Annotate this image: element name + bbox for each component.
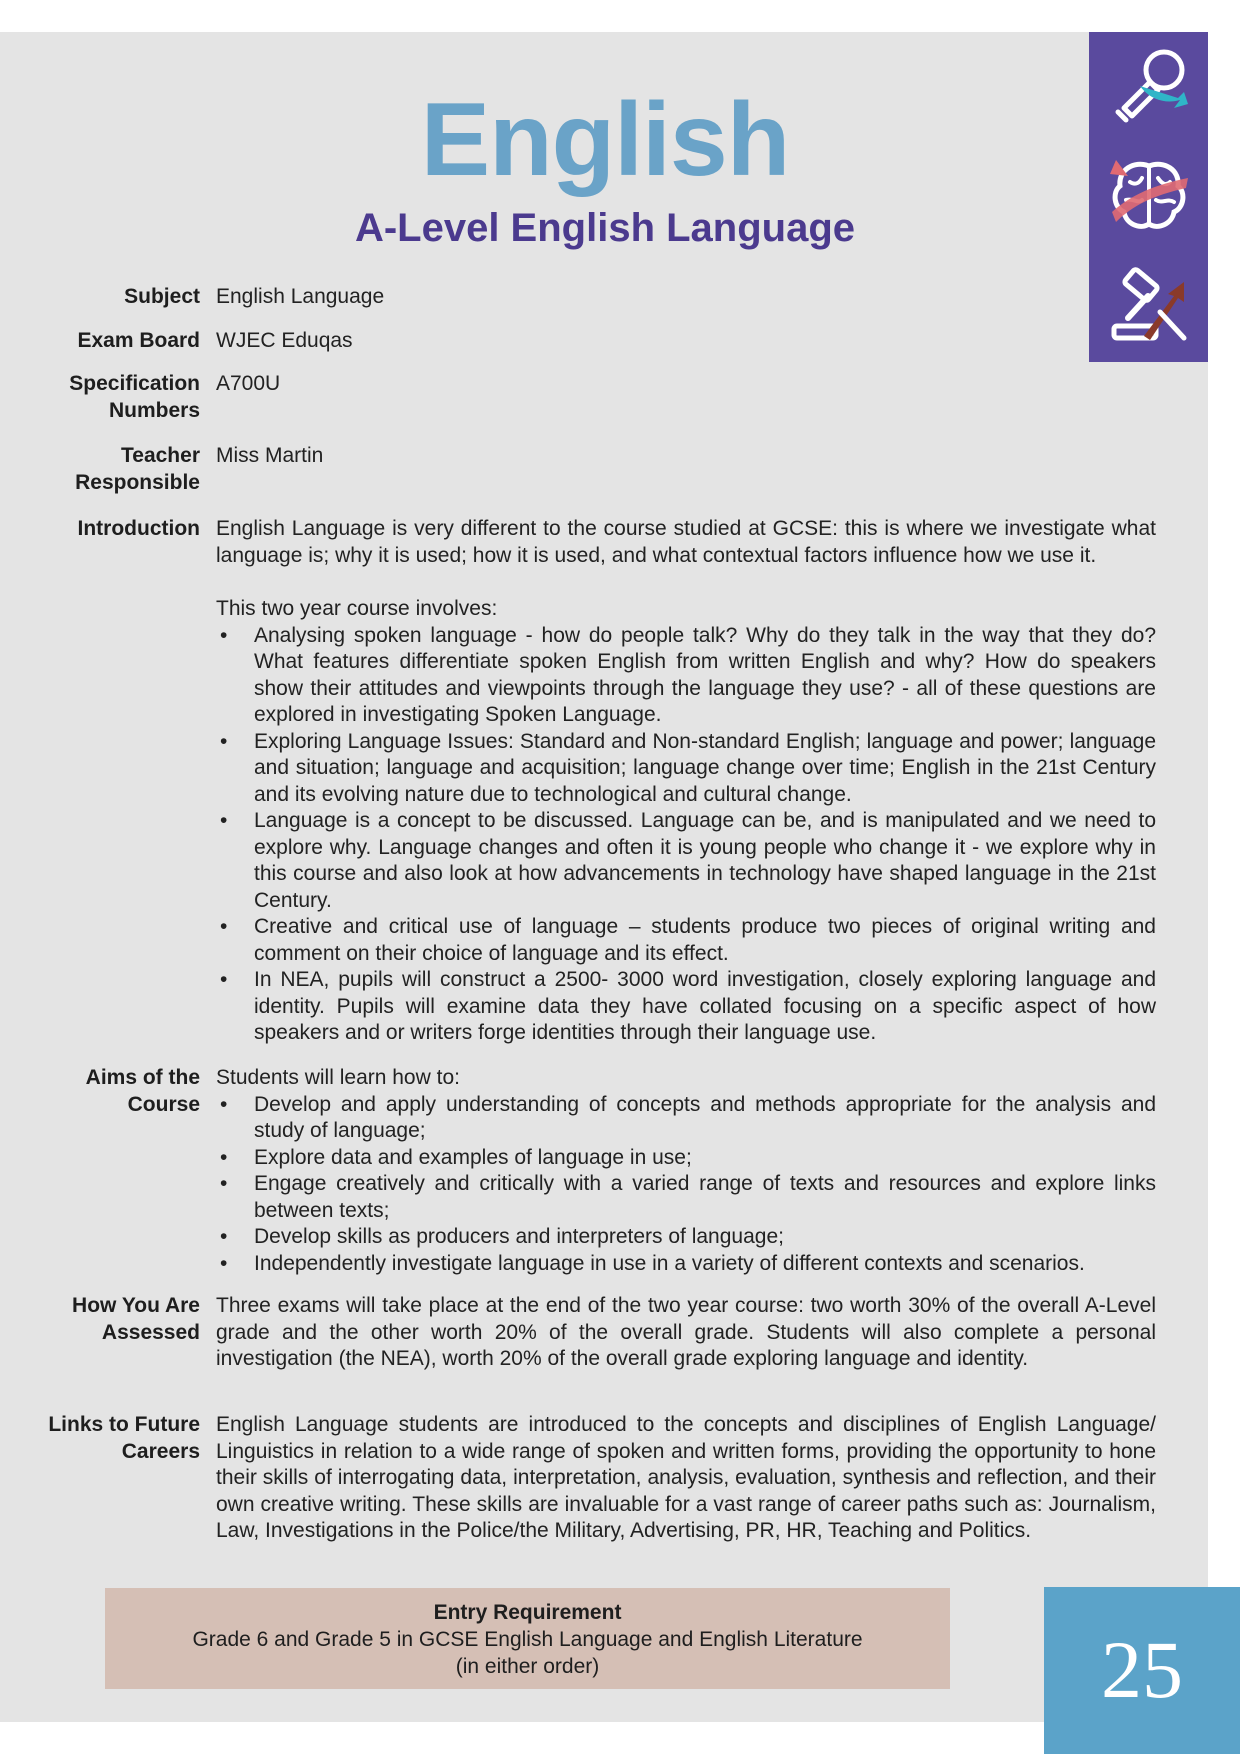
careers-label-line1: Links to Future bbox=[48, 1413, 200, 1436]
exam-board-value: WJEC Eduqas bbox=[216, 329, 353, 352]
introduction-label: Introduction bbox=[77, 517, 200, 540]
teacher-label-line1: Teacher bbox=[121, 444, 200, 467]
aims-content bbox=[216, 1065, 1156, 1277]
aims-label-line2: Course bbox=[127, 1092, 200, 1116]
careers-label bbox=[30, 1412, 200, 1465]
specification-label-line2: Numbers bbox=[108, 398, 200, 422]
introduction-paragraph: English Language is very different to the course studied at GCSE: this is where we investigate what language is; why it is used; how it is used, and what contextual factors influence how we use it. bbox=[216, 517, 1156, 567]
teacher-label bbox=[30, 443, 200, 496]
list-item: • Engage creatively and critically with a varied range of texts and resources and explore links between texts; bbox=[216, 1171, 1156, 1224]
assessment-label bbox=[30, 1293, 200, 1346]
teacher-label-line2: Responsible bbox=[75, 470, 200, 494]
icon-strip bbox=[1089, 32, 1208, 362]
specification-label bbox=[30, 371, 200, 424]
introduction-bullet-list bbox=[216, 623, 1156, 1047]
specification-label-line1: Specification bbox=[69, 372, 200, 395]
aims-bullet-list bbox=[216, 1092, 1156, 1278]
page-number: 25 bbox=[1044, 1587, 1240, 1754]
introduction-content bbox=[216, 516, 1156, 1047]
specification-value: A700U bbox=[216, 372, 281, 395]
list-item: • Develop skills as producers and interpreters of language; bbox=[216, 1224, 1156, 1251]
entry-requirement-line2: (in either order) bbox=[455, 1655, 600, 1678]
careers-label-line2: Careers bbox=[121, 1439, 200, 1463]
list-item: • Explore data and examples of language in use; bbox=[216, 1145, 1156, 1172]
page-title: English bbox=[420, 82, 790, 198]
exam-board-label: Exam Board bbox=[77, 329, 200, 352]
list-item: • Language is a concept to be discussed. Language can be, and is manipulated and we need to explore why. Language changes and often it is young people who change it - we explore why in this course and also look at how advancements in technology have shaped language in the 21st Century. bbox=[216, 808, 1156, 914]
list-item: • In NEA, pupils will construct a 2500- 3000 word investigation, closely exploring language and identity. Pupils will examine data they have collated focusing on a specific aspect of how speakers and or writers forge identities through their language use. bbox=[216, 967, 1156, 1047]
list-item: • Exploring Language Issues: Standard and Non-standard English; language and power; language and situation; language and acquisition; language change over time; English in the 21st Century and its evolving nature due to technological and cultural change. bbox=[216, 729, 1156, 809]
assessment-label-line1: How You Are bbox=[72, 1294, 200, 1317]
aims-label-line1: Aims of the bbox=[85, 1066, 200, 1089]
page-subtitle: A-Level English Language bbox=[354, 206, 856, 250]
list-item: • Develop and apply understanding of concepts and methods appropriate for the analysis and study of language; bbox=[216, 1092, 1156, 1145]
entry-requirement-title: Entry Requirement bbox=[433, 1601, 622, 1624]
careers-text: English Language students are introduced to the concepts and disciplines of English Language/ Linguistics in relation to a wide range of spoken and written forms, providing the opportunity to hone their skills of interrogating data, interpretation, analysis, evaluation, synthesis and reflection, and their own creative writing. These skills are invaluable for a vast range of career paths such as: Journalism, Law, Investigations in the Police/the Military, Advertising, PR, HR, Teaching and Politics. bbox=[216, 1413, 1156, 1542]
list-item: • Independently investigate language in use in a variety of different contexts and scenarios. bbox=[216, 1251, 1156, 1278]
subject-label: Subject bbox=[124, 285, 200, 308]
introduction-lead: This two year course involves: bbox=[216, 597, 498, 620]
assessment-label-line2: Assessed bbox=[101, 1320, 200, 1344]
assessment-text: Three exams will take place at the end of the two year course: two worth 30% of the overall A-Level grade and the other worth 20% of the overall grade. Students will also complete a personal investigation (the NEA), worth 20% of the overall grade exploring language and identity. bbox=[216, 1294, 1156, 1370]
entry-requirement-box bbox=[105, 1588, 950, 1689]
subject-value: English Language bbox=[216, 285, 385, 308]
list-item: • Analysing spoken language - how do people talk? Why do they talk in the way that they do? What features differentiate spoken English from written English and why? How do speakers show their attitudes and viewpoints through the language they use? - all of these questions are explored in investigating Spoken Language. bbox=[216, 623, 1156, 729]
entry-requirement-line1: Grade 6 and Grade 5 in GCSE English Language and English Literature bbox=[192, 1628, 863, 1651]
list-item: • Creative and critical use of language – students produce two pieces of original writing and comment on their choice of language and its effect. bbox=[216, 914, 1156, 967]
aims-lead: Students will learn how to: bbox=[216, 1066, 460, 1089]
teacher-value: Miss Martin bbox=[216, 444, 324, 467]
aims-label bbox=[30, 1065, 200, 1118]
